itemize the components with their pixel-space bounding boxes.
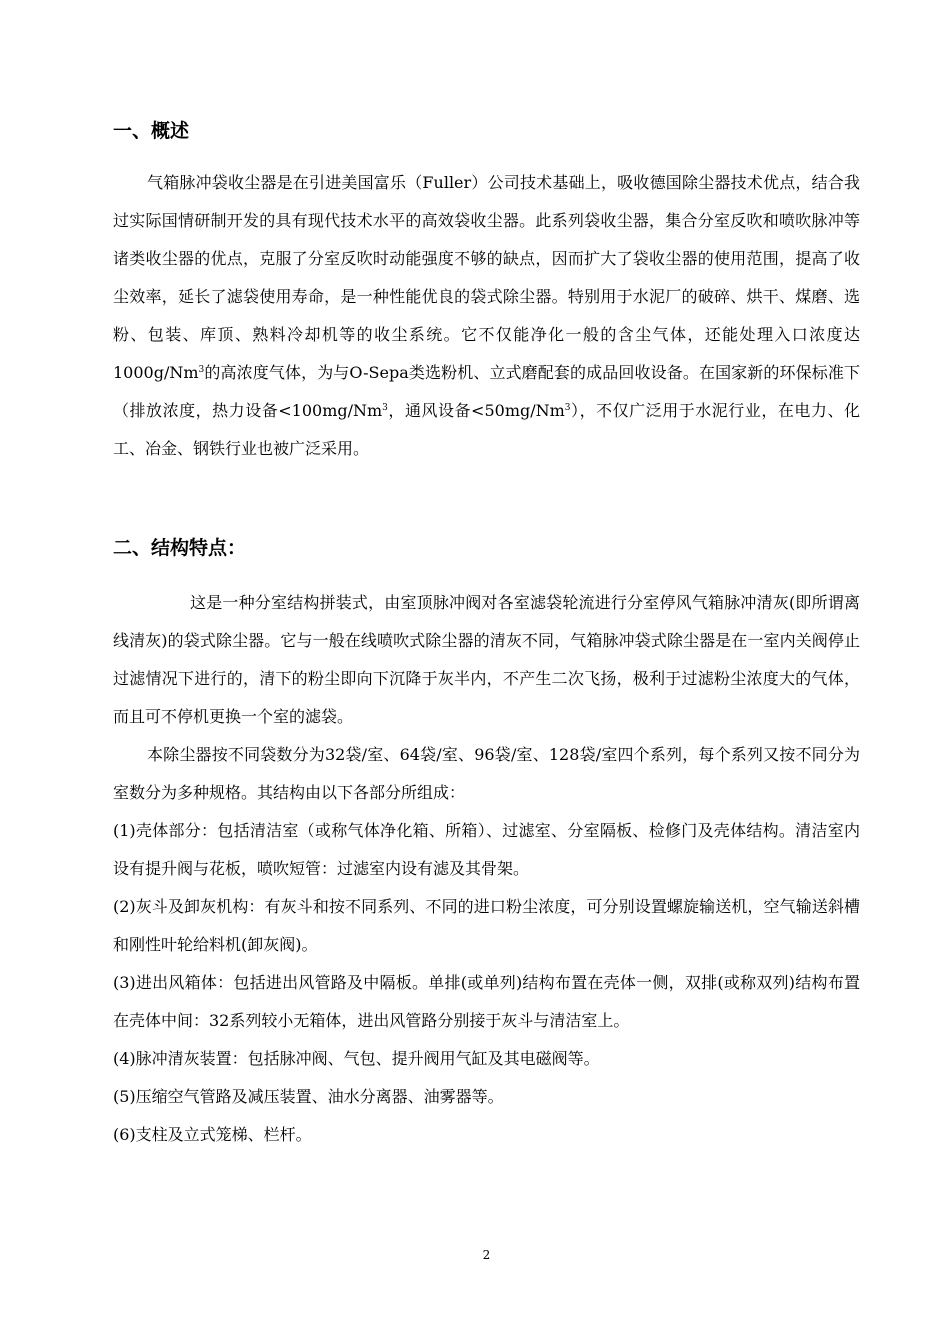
superscript-3: 3 [382,403,388,413]
structure-list-item: (3)进出风箱体：包括进出风管路及中隔板。单排(或单列)结构布置在壳体一侧，双排(或称双列)结构布置在壳体中间：32系列较小无箱体，进出风管路分别接于灰斗与清洁室上。 [113,973,860,1030]
section-heading-overview: 一、概述 [113,120,190,142]
page-number: 2 [482,1248,491,1262]
overview-text-3: ，通风设备<50mg/Nm [387,401,565,420]
superscript-3: 3 [564,403,571,413]
structure-intro-paragraph: 这是一种分室结构拼装式，由室顶脉冲阀对各室滤袋轮流进行分室停风气箱脉冲清灰(即所谓离线清灰)的袋式除尘器。它与一般在线喷吹式除尘器的清灰不同，气箱脉冲袋式除尘器是在一室内关阀停止过滤情况下进行的，清下的粉尘即向下沉降于灰半内，不产生二次飞扬，极利于过滤粉尘浓度大的气体，而且可不停机更换一个室的滤袋。 [113,593,860,726]
overview-text-2: 的高浓度气体，为与O-Sepa类选粉机、立式磨配套的成品回收设备。在国家新的环保标准下（排放浓度，热力设备<100mg/Nm [113,363,860,420]
structure-list-item: (2)灰斗及卸灰机构：有灰斗和按不同系列、不同的进口粉尘浓度，可分别设置螺旋输送机，空气输送斜槽和刚性叶轮给料机(卸灰阀)。 [113,897,860,954]
structure-list-item: (5)压缩空气管路及减压装置、油水分离器、油雾器等。 [113,1087,504,1106]
overview-section [113,164,860,468]
section-heading-structure: 二、结构特点： [113,537,247,559]
structure-list-item: (1)壳体部分：包括清洁室（或称气体净化箱、所箱）、过滤室、分室隔板、检修门及壳体结构。清洁室内设有提升阀与花板，喷吹短管：过滤室内设有滤及其骨架。 [113,821,860,878]
superscript-3: 3 [198,365,205,375]
structure-series-paragraph: 本除尘器按不同袋数分为32袋/室、64袋/室、96袋/室、128袋/室四个系列，每个系列又按不同分为室数分为多种规格。其结构由以下各部分所组成： [113,745,860,802]
structure-list-item: (4)脉冲清灰装置：包括脉冲阀、气包、提升阀用气缸及其电磁阀等。 [113,1049,600,1068]
structure-section [113,584,860,1154]
overview-text-1: 气箱脉冲袋收尘器是在引进美国富乐（Fuller）公司技术基础上，吸收德国除尘器技术优点，结合我过实际国情研制开发的具有现代技术水平的高效袋收尘器。此系列袋收尘器，集合分室反吹和喷吹脉冲等诸类收尘器的优点，克服了分室反吹时动能强度不够的缺点，因而扩大了袋收尘器的使用范围，提高了收尘效率，延长了滤袋使用寿命，是一种性能优良的袋式除尘器。特别用于水泥厂的破碎、烘干、煤磨、选粉、包装、库顶、熟料冷却机等的收尘系统。它不仅能净化一般的含尘气体，还能处理入口浓度达1000g/Nm [113,173,860,382]
document-page [113,0,860,1344]
overview-paragraph [113,164,860,468]
overview-text-4: ），不仅广泛用于水泥行业，在电力、化工、冶金、钢铁行业也被广泛采用。 [113,401,860,458]
structure-list-item: (6)支柱及立式笼梯、栏杆。 [113,1125,312,1144]
